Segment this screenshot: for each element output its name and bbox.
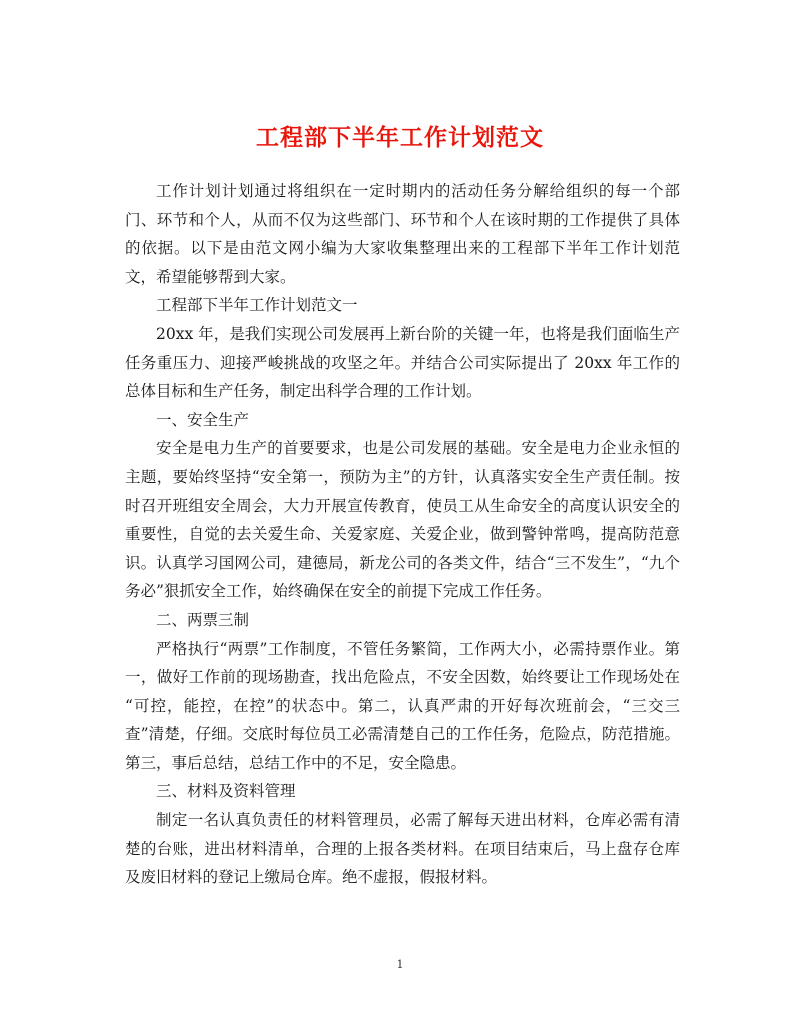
overview-paragraph: 20xx 年，是我们实现公司发展再上新台阶的关键一年，也将是我们面临生产任务重压力、迎接严峻挑战的攻坚之年。并结合公司实际提出了 20xx 年工作的总体目标和生产任务，制定出科学合理的工作计划。 bbox=[125, 324, 680, 401]
intro-paragraph: 工作计划计划通过将组织在一定时期内的活动任务分解给组织的每一个部门、环节和个人，从而不仅为这些部门、环节和个人在该时期的工作提供了具体的依据。以下是由范文网小编为大家收集整理出来的工程部下半年工作计划范文，希望能够帮到大家。 bbox=[125, 182, 680, 286]
document-body bbox=[125, 177, 680, 892]
section-heading-materials-management: 三、材料及资料管理 bbox=[156, 782, 296, 801]
two-tickets-paragraph: 严格执行“两票”工作制度，不管任务繁简，工作两大小，必需持票作业。第一，做好工作前的现场勘查，找出危险点，不安全因数，始终要让工作现场处在 “可控，能控，在控”的状态中。第二，认真严肃的开好每次班前会，“三交三查”清楚，仔细。交底时每位员工必需清楚自己的工作任务，危险点，防范措施。第三，事后总结，总结工作中的不足，安全隐患。 bbox=[125, 639, 680, 772]
section-heading-safety-production: 一、安全生产 bbox=[156, 410, 250, 429]
materials-management-paragraph: 制定一名认真负责任的材料管理员，必需了解每天进出材料，仓库必需有清楚的台账，进出材料清单，合理的上报各类材料。在项目结束后，马上盘存仓库及废旧材料的登记上缴局仓库。绝不虚报，假报材料。 bbox=[125, 811, 680, 887]
document-title: 工程部下半年工作计划范文 bbox=[256, 124, 544, 152]
page-number: 1 bbox=[396, 958, 404, 971]
section-heading-two-tickets-three-systems: 二、两票三制 bbox=[156, 610, 250, 629]
safety-production-paragraph: 安全是电力生产的首要要求，也是公司发展的基础。安全是电力企业永恒的主题，要始终坚持“安全第一，预防为主”的方针，认真落实安全生产责任制。按时召开班组安全周会，大力开展宣传教育，使员工从生命安全的高度认识安全的重要性，自觉的去关爱生命、关爱家庭、关爱企业，做到警钟常鸣，提高防范意识。认真学习国网公司，建德局，新龙公司的各类文件，结合“三不发生”，“九个务必”狠抓安全工作，始终确保在安全的前提下完成工作任务。 bbox=[125, 439, 680, 601]
section-heading-sample-one: 工程部下半年工作计划范文一 bbox=[156, 296, 358, 315]
